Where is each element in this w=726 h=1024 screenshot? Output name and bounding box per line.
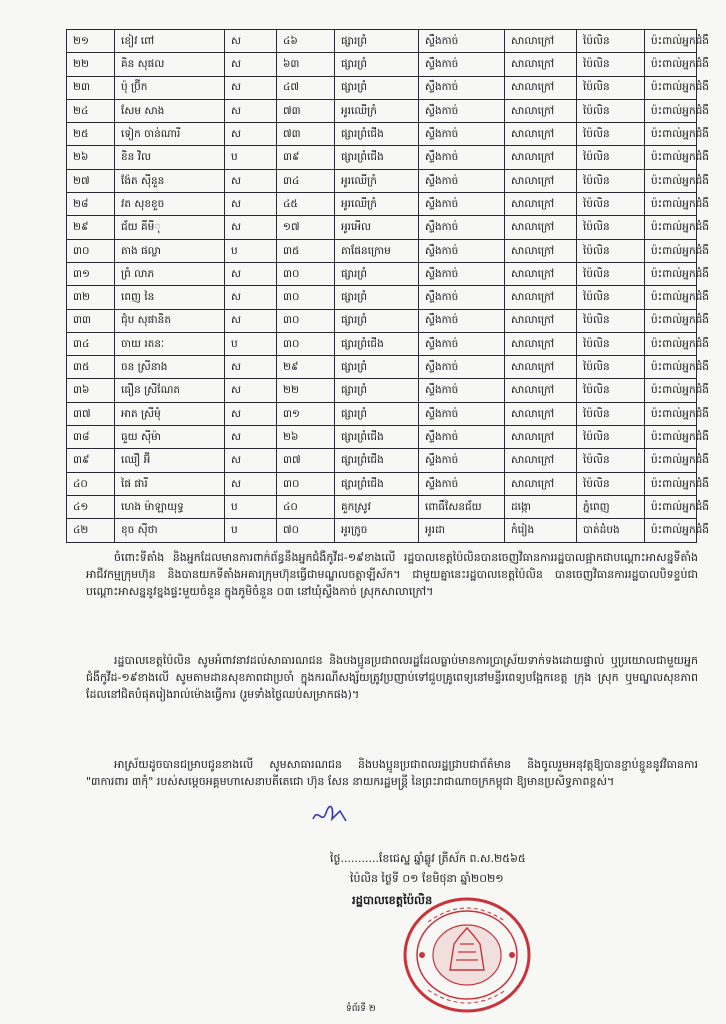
cell-commune: ស្ទឹងកាច់ [419,286,505,309]
table-row [67,472,697,495]
lunar-date: ថ្ងៃ...........ខែជេស្ឋ ឆ្នាំឆ្លូវ ត្រីស័ក ព.ស.២៥៦៥ [330,852,526,865]
cell-village: ផ្សារព្រំជើង [335,426,419,449]
cell-name: ហេង ម៉ាឡាយុទ្ធ [115,495,225,518]
paragraph-appeal-text: រដ្ឋបាលខេត្តប៉ៃលិន សូមអំពាវនាវដល់សាធារណជន និងបងប្អូនប្រជាពលរដ្ឋដែលធ្លាប់មានការប្រាស្រ័យទាក់ទងដោយផ្ទាល់ ឬប្រយោលជាមួយអ្នកជំងឺកូវីដ-១៩ខាងលើ សូមតាមដានសុខភាពជាប្រចាំ ក្នុងករណីសង្ស័យត្រូវប្រញាប់ទៅជួបគ្រូពេទ្យនៅមន្ទីរពេទ្យបង្អែកខេត្ត ក្រុង ស្រុក ឬមណ្ឌលសុខភាពដែលនៅជិតបំផុតរៀងរាល់ម៉ោងធ្វើការ (រួមទាំងថ្ងៃឈប់សម្រាកផង)។ [86,654,698,701]
cell-age: ៣១ [277,402,335,425]
cell-district: សាលាក្រៅ [505,379,577,402]
cell-commune: ស្ទឹងកាច់ [419,356,505,379]
cell-age: ២៩ [277,356,335,379]
cell-district: កំរៀង [505,519,577,542]
cell-village: ផ្សារព្រំ [335,76,419,99]
cell-commune: ស្ទឹងកាច់ [419,169,505,192]
cell-province: ភ្នំពេញ [577,495,645,518]
table-row [67,286,697,309]
cell-sex: ប [225,239,277,262]
cell-sex: ស [225,99,277,122]
cell-province: ប៉ៃលិន [577,286,645,309]
cell-status: ប៉ះពាល់អ្នកជំងឺ [645,99,697,122]
cell-village: ផ្សារព្រំជើង [335,332,419,355]
cell-no: ៣៩ [67,449,115,472]
cell-village: អូរឈើក្រំ [335,99,419,122]
cell-district: សាលាក្រៅ [505,356,577,379]
cell-name: ង៉ែត ស៊ីនួន [115,169,225,192]
cell-province: ប៉ៃលិន [577,472,645,495]
cell-no: ២៣ [67,76,115,99]
cell-district: សាលាក្រៅ [505,76,577,99]
table-row [67,146,697,169]
cell-age: ២៦ [277,426,335,449]
cell-sex: ស [225,449,277,472]
cell-no: ៣៨ [67,426,115,449]
cell-sex: ស [225,309,277,332]
cell-no: ៣០ [67,239,115,262]
table-row [67,309,697,332]
table-row [67,426,697,449]
cell-commune: ស្ទឹងកាច់ [419,426,505,449]
issuing-office: រដ្ឋបាលខេត្តប៉ៃលិន [352,893,433,907]
cell-age: ៣០ [277,309,335,332]
cell-sex: ស [225,30,277,53]
cell-district: សាលាក្រៅ [505,216,577,239]
cell-age: ៤០ [277,495,335,518]
cell-village: តាផែនក្រោម [335,239,419,262]
cell-name: ទៀក ចាន់ណារី [115,123,225,146]
cell-sex: ស [225,76,277,99]
cell-village: ផ្សារព្រំជើង [335,449,419,472]
cell-no: ២៩ [67,216,115,239]
cell-province: ប៉ៃលិន [577,123,645,146]
cell-district: សាលាក្រៅ [505,402,577,425]
cell-district: សាលាក្រៅ [505,99,577,122]
cell-district: សាលាក្រៅ [505,30,577,53]
cell-province: ប៉ៃលិន [577,309,645,332]
table-row [67,123,697,146]
paragraph-closing [86,756,698,790]
table-body [67,30,709,543]
cell-district: សាលាក្រៅ [505,262,577,285]
cell-village: ផ្សារព្រំ [335,262,419,285]
cell-status: ប៉ះពាល់អ្នកជំងឺ [645,472,697,495]
cell-village: អូរឈើក្រំ [335,169,419,192]
cell-name: ខុច ស៊ីថា [115,519,225,542]
cell-no: ៤២ [67,519,115,542]
cell-commune: ស្ទឹងកាច់ [419,239,505,262]
cell-no: ២២ [67,53,115,76]
table-row [67,379,697,402]
cell-name: គិន សុផល [115,53,225,76]
cell-district: សាលាក្រៅ [505,123,577,146]
cell-status: ប៉ះពាល់អ្នកជំងឺ [645,449,697,472]
cell-commune: ពោធិ៍សែនជ័យ [419,495,505,518]
paragraph-measures-text: ចំពោះទីតាំង និងអ្នកដែលមានការពាក់ព័ន្ធនឹងអ្នកជំងឺកូវីដ-១៩ខាងលើ រដ្ឋបាលខេត្តប៉ៃលិនបានចេញវិធានការរដ្ឋបាលផ្អាកជាបណ្ដោះអាសន្នទីតាំងអាជីវកម្មក្រុមហ៊ុន និងបានយកទីតាំងអគារក្រុមហ៊ុនធ្វើជាមណ្ឌលចត្តាឡីស័ក។ ជាមួយគ្នានេះរដ្ឋបាលខេត្តប៉ៃលិន បានចេញវិធានការរដ្ឋបាលបិទខ្ទប់ជាបណ្ដោះអាសន្ននូវខ្នងផ្ទះមួយចំនួន ក្នុងភូមិចំនួន ០៣ នៅឃុំស្ទឹងកាច់ ស្រុកសាលាក្រៅ។ [86,551,698,598]
table-row [67,216,697,239]
cell-province: ប៉ៃលិន [577,30,645,53]
cell-district: សាលាក្រៅ [505,239,577,262]
cell-district: សាលាក្រៅ [505,309,577,332]
cell-sex: ប [225,332,277,355]
cell-village: អូរអើល [335,216,419,239]
cell-no: ២៧ [67,169,115,192]
cell-no: ៤១ [67,495,115,518]
cell-district: សាលាក្រៅ [505,472,577,495]
paragraph-measures [86,549,698,600]
table-row [67,519,697,542]
cell-commune: ស្ទឹងកាច់ [419,216,505,239]
cell-name: ចាយ រតនៈ [115,332,225,355]
cell-status: ប៉ះពាល់អ្នកជំងឺ [645,262,697,285]
cell-sex: ប [225,495,277,518]
cell-status: ប៉ះពាល់អ្នកជំងឺ [645,30,697,53]
cell-district: សាលាក្រៅ [505,286,577,309]
cell-age: ៦៣ [277,53,335,76]
solar-date: ប៉ៃលិន ថ្ងៃទី ០១ ខែមិថុនា ឆ្នាំ២០២១ [350,872,504,885]
table-row [67,193,697,216]
cell-province: ប៉ៃលិន [577,356,645,379]
cell-status: ប៉ះពាល់អ្នកជំងឺ [645,239,697,262]
cell-age: ២២ [277,379,335,402]
cell-sex: ស [225,356,277,379]
cell-sex: ស [225,426,277,449]
cell-name: វត សុខខួច [115,193,225,216]
cell-status: ប៉ះពាល់អ្នកជំងឺ [645,402,697,425]
cell-status: ប៉ះពាល់អ្នកជំងឺ [645,123,697,146]
cell-village: ផ្សារព្រំ [335,286,419,309]
cell-province: ប៉ៃលិន [577,169,645,192]
cell-village: ផ្សារព្រំ [335,309,419,332]
cell-province: បាត់ដំបង [577,519,645,542]
cell-village: ផ្សារព្រំ [335,53,419,76]
cell-no: ៣១ [67,262,115,285]
cell-no: ២១ [67,30,115,53]
cell-age: ៧៣ [277,99,335,122]
cell-province: ប៉ៃលិន [577,193,645,216]
cell-no: ៣៧ [67,402,115,425]
official-seal [398,892,536,1014]
cell-province: ប៉ៃលិន [577,76,645,99]
cell-status: ប៉ះពាល់អ្នកជំងឺ [645,169,697,192]
cell-sex: ប [225,146,277,169]
cell-village: ផ្សារព្រំ [335,356,419,379]
cell-status: ប៉ះពាល់អ្នកជំងឺ [645,332,697,355]
cell-village: ផ្សារព្រំ [335,402,419,425]
cell-no: ៣២ [67,286,115,309]
cell-age: ៣៧ [277,449,335,472]
cell-name: ខិន វិល [115,146,225,169]
cell-commune: ស្ទឹងកាច់ [419,99,505,122]
cell-district: សាលាក្រៅ [505,193,577,216]
table-row [67,99,697,122]
cell-no: ៣៦ [67,379,115,402]
cell-district: សាលាក្រៅ [505,332,577,355]
table-row [67,262,697,285]
cell-status: ប៉ះពាល់អ្នកជំងឺ [645,356,697,379]
cell-commune: ស្ទឹងកាច់ [419,53,505,76]
cell-province: ប៉ៃលិន [577,449,645,472]
cell-age: ៤៥ [277,193,335,216]
cell-sex: ស [225,53,277,76]
cell-status: ប៉ះពាល់អ្នកជំងឺ [645,309,697,332]
table-row [67,53,697,76]
cell-name: ពេញ នៃ [115,286,225,309]
table-row [67,239,697,262]
table-row [67,356,697,379]
cell-commune: ស្ទឹងកាច់ [419,472,505,495]
cell-status: ប៉ះពាល់អ្នកជំងឺ [645,216,697,239]
cell-village: ផ្សារព្រំជើង [335,146,419,169]
cell-commune: អូរដា [419,519,505,542]
cell-sex: ស [225,472,277,495]
cell-province: ប៉ៃលិន [577,239,645,262]
cell-commune: ស្ទឹងកាច់ [419,262,505,285]
cell-status: ប៉ះពាល់អ្នកជំងឺ [645,146,697,169]
cell-district: សាលាក្រៅ [505,449,577,472]
cell-age: ៣០ [277,286,335,309]
cell-sex: ស [225,123,277,146]
cell-status: ប៉ះពាល់អ្នកជំងឺ [645,519,697,542]
cell-no: ៣៥ [67,356,115,379]
table-row [67,402,697,425]
cell-district: សាលាក្រៅ [505,53,577,76]
cell-name: ព្រំ លាភ [115,262,225,285]
cell-status: ប៉ះពាល់អ្នកជំងឺ [645,193,697,216]
cell-sex: ស [225,286,277,309]
cell-status: ប៉ះពាល់អ្នកជំងឺ [645,286,697,309]
cell-name: ចន ស្រីនាង [115,356,225,379]
cell-sex: ស [225,379,277,402]
table-row [67,169,697,192]
cell-name: ឈឿ អ៊ី [115,449,225,472]
cell-name: តាង ផល្លា [115,239,225,262]
cell-no: ២៤ [67,99,115,122]
cell-age: ៣០ [277,332,335,355]
cell-commune: ស្ទឹងកាច់ [419,76,505,99]
cell-no: ៣៤ [67,332,115,355]
cell-commune: ស្ទឹងកាច់ [419,193,505,216]
cell-village: គួកស្រូវ [335,495,419,518]
cell-village: ផ្សារព្រំ [335,379,419,402]
cell-village: អូរឈើក្រំ [335,193,419,216]
cell-province: ប៉ៃលិន [577,426,645,449]
cell-age: ៧៣ [277,123,335,146]
cell-age: ៣៥ [277,239,335,262]
cell-no: ២៨ [67,193,115,216]
cell-commune: ស្ទឹងកាច់ [419,449,505,472]
handwritten-signature [310,803,350,827]
cell-district: សាលាក្រៅ [505,146,577,169]
cell-name: សែម សាង [115,99,225,122]
cell-province: ប៉ៃលិន [577,332,645,355]
cell-name: ជុំប សុផានិត [115,309,225,332]
cell-village: ផ្សារព្រំជើង [335,472,419,495]
cell-status: ប៉ះពាល់អ្នកជំងឺ [645,495,697,518]
cell-province: ប៉ៃលិន [577,216,645,239]
cell-no: ២៦ [67,146,115,169]
cell-age: ៤៧ [277,76,335,99]
cell-status: ប៉ះពាល់អ្នកជំងឺ [645,76,697,99]
cell-name: ខៀវ ពៅ [115,30,225,53]
cell-age: ៤៦ [277,30,335,53]
cell-name: ជ័យ គីមីុ [115,216,225,239]
cell-name: ធួយ ស៊ីម៉ា [115,426,225,449]
cell-status: ប៉ះពាល់អ្នកជំងឺ [645,379,697,402]
cell-age: ៣៤ [277,169,335,192]
cell-age: ៣០ [277,262,335,285]
table-row [67,495,697,518]
cell-sex: ស [225,216,277,239]
paragraph-appeal [86,652,698,703]
table-row [67,332,697,355]
page-number: ទំព័រទី ២ [346,1004,376,1014]
cell-no: ២៥ [67,123,115,146]
cell-age: ៧០ [277,519,335,542]
cell-province: ប៉ៃលិន [577,99,645,122]
table-row [67,30,697,53]
cell-commune: ស្ទឹងកាច់ [419,123,505,146]
cell-sex: ប [225,519,277,542]
cell-village: អូរក្រូច [335,519,419,542]
cell-age: ៣៩ [277,146,335,169]
table-row [67,449,697,472]
cell-sex: ស [225,193,277,216]
cell-district: សាលាក្រៅ [505,426,577,449]
cell-commune: ស្ទឹងកាច់ [419,402,505,425]
cell-district: ដង្កោ [505,495,577,518]
cell-sex: ស [225,169,277,192]
cell-province: ប៉ៃលិន [577,146,645,169]
cell-commune: ស្ទឹងកាច់ [419,332,505,355]
cell-name: ផៃ ផារី [115,472,225,495]
cell-commune: ស្ទឹងកាច់ [419,309,505,332]
cell-status: ប៉ះពាល់អ្នកជំងឺ [645,426,697,449]
cell-province: ប៉ៃលិន [577,262,645,285]
cell-sex: ស [225,402,277,425]
cell-age: ៣០ [277,472,335,495]
cell-province: ប៉ៃលិន [577,402,645,425]
cell-district: សាលាក្រៅ [505,169,577,192]
cell-commune: ស្ទឹងកាច់ [419,379,505,402]
cell-name: ប៉ុ ប្រ៊ីក [115,76,225,99]
cell-village: ផ្សារព្រំ [335,30,419,53]
cell-commune: ស្ទឹងកាច់ [419,146,505,169]
cell-age: ១៧ [277,216,335,239]
cell-commune: ស្ទឹងកាច់ [419,30,505,53]
cell-name: អាត ស្រីមុំ [115,402,225,425]
cell-no: ៣៣ [67,309,115,332]
patient-contact-table [66,29,709,543]
cell-village: ផ្សារព្រំជើង [335,123,419,146]
paragraph-closing-text: អាស្រ័យដូចបានជម្រាបជូនខាងលើ សូមសាធារណជន និងបងប្អូនប្រជាពលរដ្ឋជ្រាបជាព័ត៌មាន និងចូលរួមអនុវត្តឱ្យបានខ្ជាប់ខ្ជួននូវវិធានការ "៣ការពារ ៣កុំ" របស់សម្ដេចអគ្គមហាសេនាបតីតេជោ ហ៊ុន សែន នាយករដ្ឋមន្ត្រី នៃព្រះរាជាណាចក្រកម្ពុជា ឱ្យមានប្រសិទ្ធភាពខ្ពស់។ [86,758,698,788]
cell-sex: ស [225,262,277,285]
cell-name: ធឿន ស្រីណែត [115,379,225,402]
cell-province: ប៉ៃលិន [577,379,645,402]
cell-province: ប៉ៃលិន [577,53,645,76]
cell-no: ៤០ [67,472,115,495]
table-row [67,76,697,99]
cell-status: ប៉ះពាល់អ្នកជំងឺ [645,53,697,76]
